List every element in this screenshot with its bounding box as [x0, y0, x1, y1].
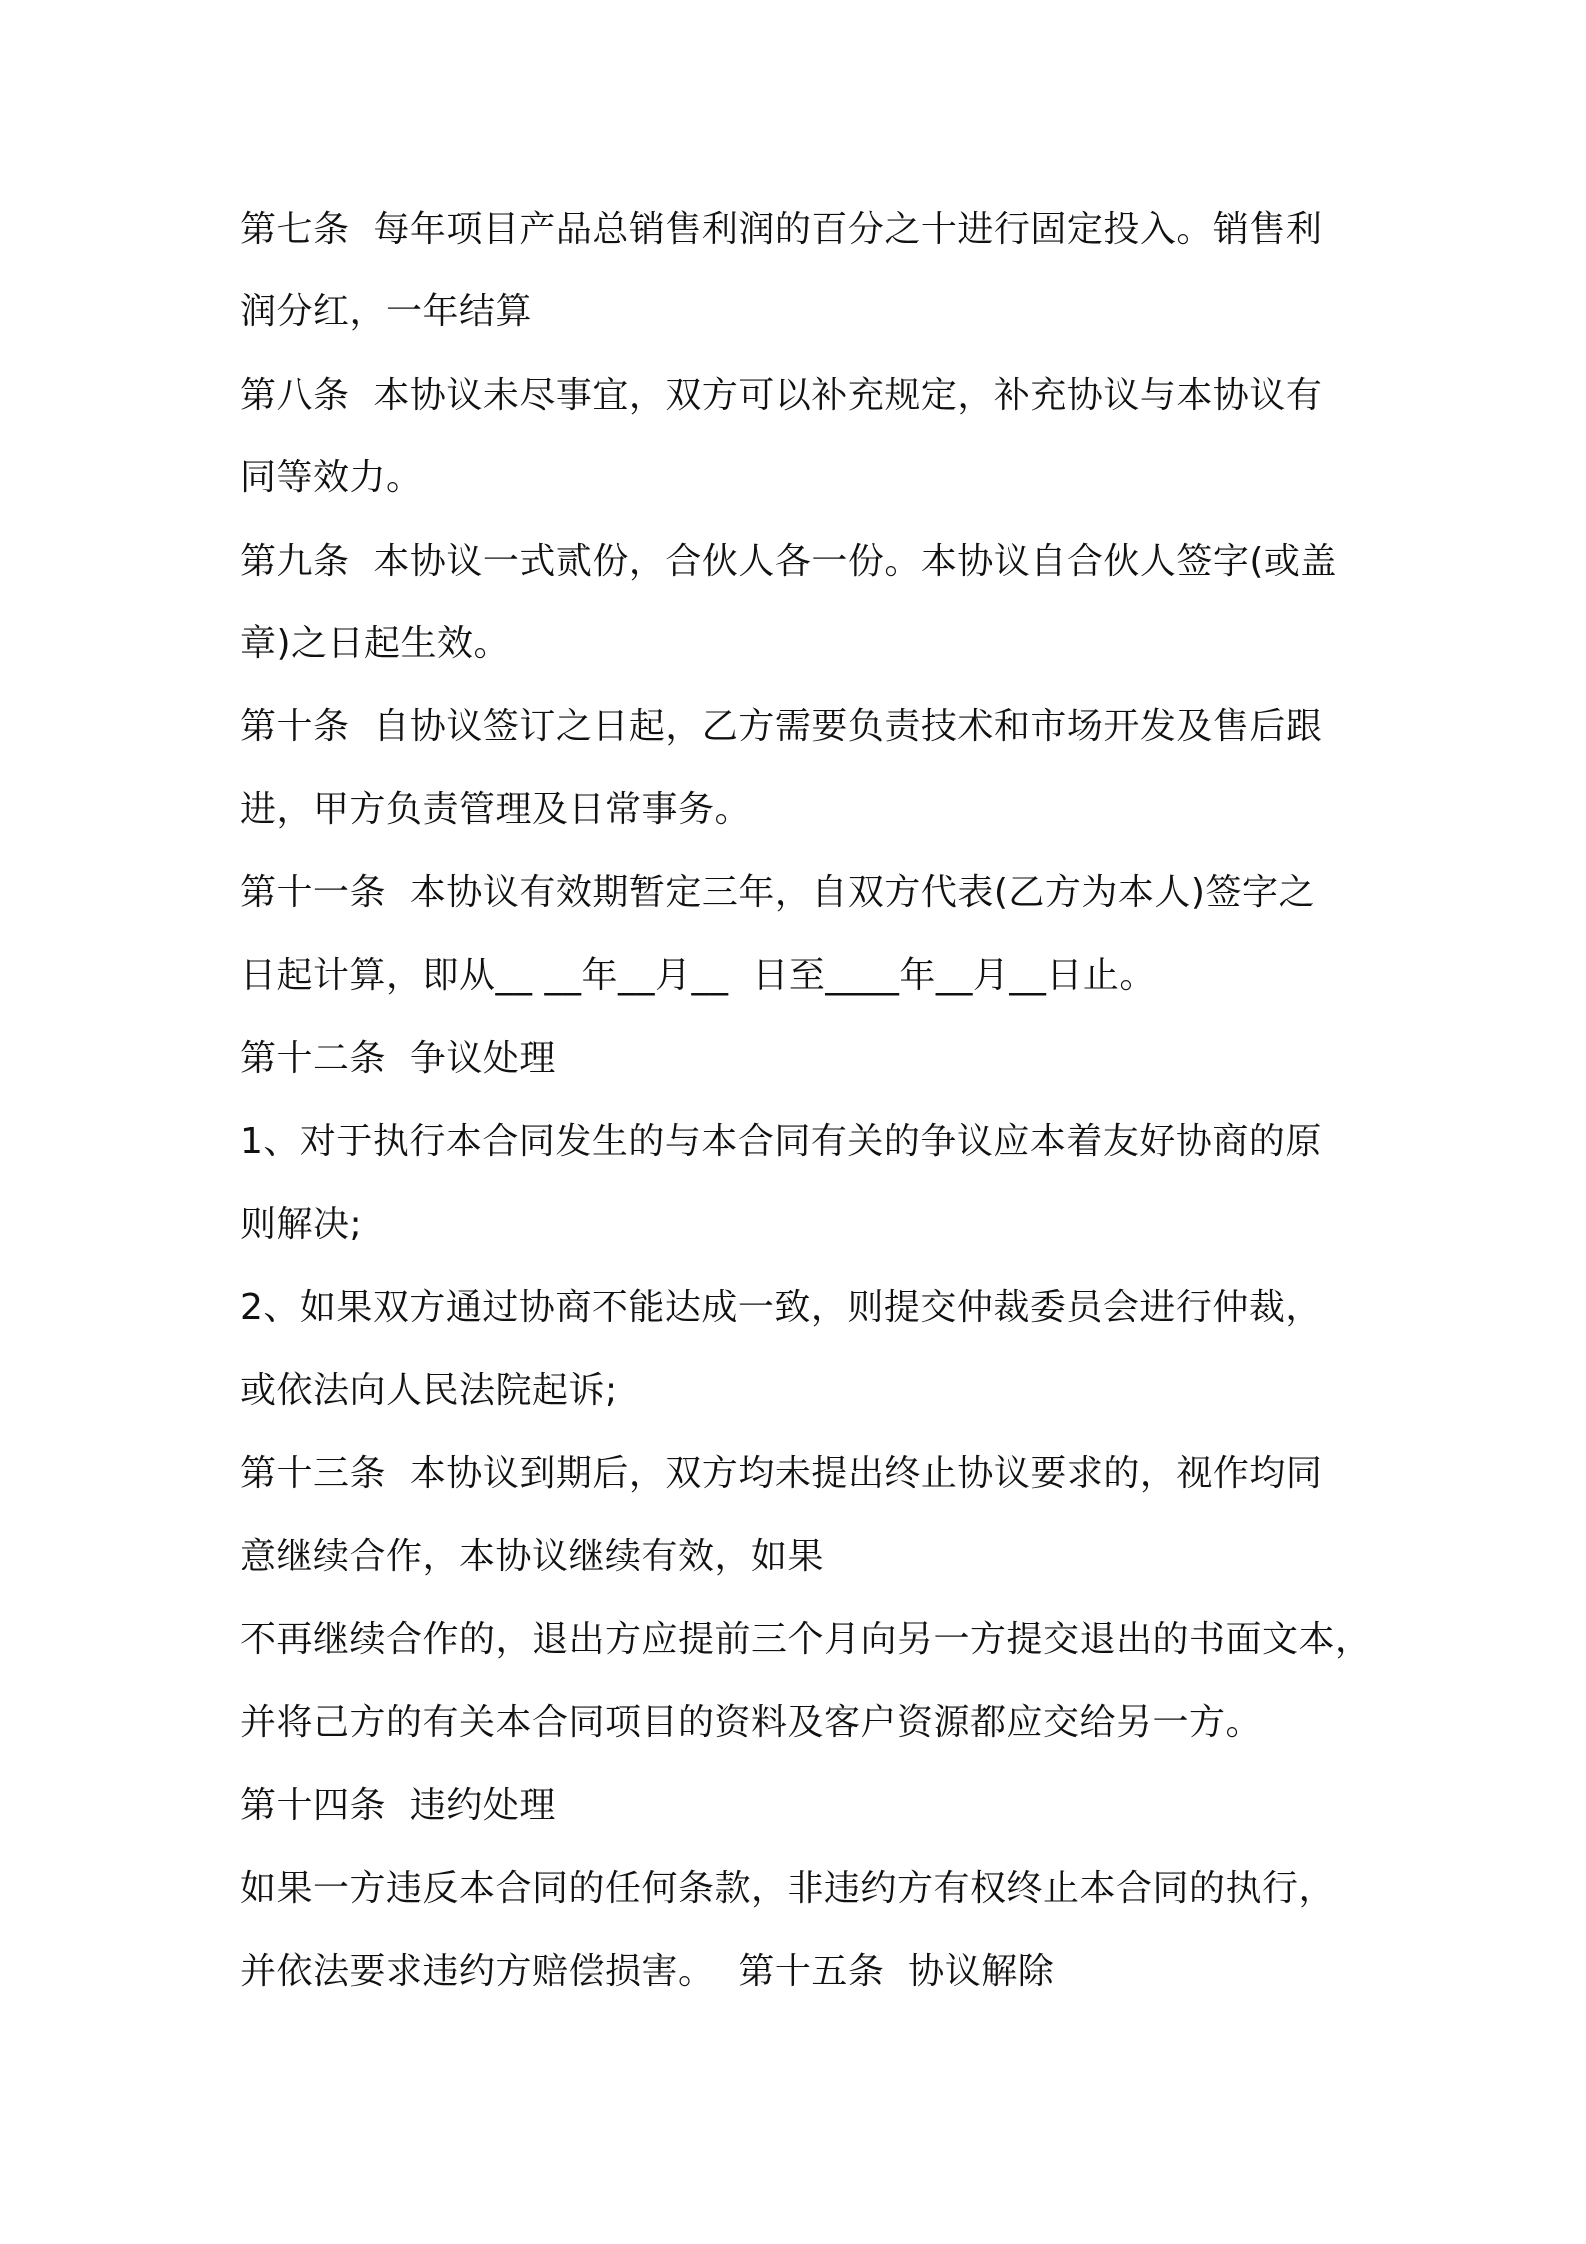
text-line: 章)之日起生效。 — [240, 623, 511, 664]
text-line: 日起计算，即从__ __年__月__ 日至____年__月__日止。 — [240, 955, 1156, 996]
text-line: 润分红，一年结算 — [240, 291, 533, 332]
text-line: 第十一条 本协议有效期暂定三年，自双方代表(乙方为本人)签字之 — [240, 872, 1315, 913]
text-line: 并依法要求违约方赔偿损害。 第十五条 协议解除 — [240, 1951, 1055, 1992]
text-line: 第十二条 争议处理 — [240, 1038, 556, 1079]
text-line: 进，甲方负责管理及日常事务。 — [240, 789, 752, 830]
text-line: 并将己方的有关本合同项目的资料及客户资源都应交给另一方。 — [240, 1702, 1263, 1743]
text-line: 如果一方违反本合同的任何条款，非违约方有权终止本合同的执行， — [240, 1868, 1336, 1909]
text-line: 则解决; — [240, 1204, 363, 1245]
text-line: 同等效力。 — [240, 457, 423, 498]
text-line: 不再继续合作的，退出方应提前三个月向另一方提交退出的书面文本， — [240, 1619, 1372, 1660]
text-line: 第十条 自协议签订之日起，乙方需要负责技术和市场开发及售后跟 — [240, 706, 1323, 747]
text-line: 意继续合作，本协议继续有效，如果 — [240, 1536, 825, 1577]
text-line: 第七条 每年项目产品总销售利润的百分之十进行固定投入。销售利 — [240, 209, 1323, 250]
text-line: 1、对于执行本合同发生的与本合同有关的争议应本着友好协商的原 — [240, 1121, 1322, 1162]
text-line: 第十三条 本协议到期后，双方均未提出终止协议要求的，视作均同 — [240, 1453, 1323, 1494]
text-line: 2、如果双方通过协商不能达成一致，则提交仲裁委员会进行仲裁， — [240, 1287, 1322, 1328]
text-line: 或依法向人民法院起诉; — [240, 1370, 618, 1411]
text-line: 第十四条 违约处理 — [240, 1785, 556, 1826]
text-line: 第九条 本协议一式贰份，合伙人各一份。本协议自合伙人签字(或盖 — [240, 541, 1337, 582]
text-line: 第八条 本协议未尽事宜，双方可以补充规定，补充协议与本协议有 — [240, 375, 1323, 416]
